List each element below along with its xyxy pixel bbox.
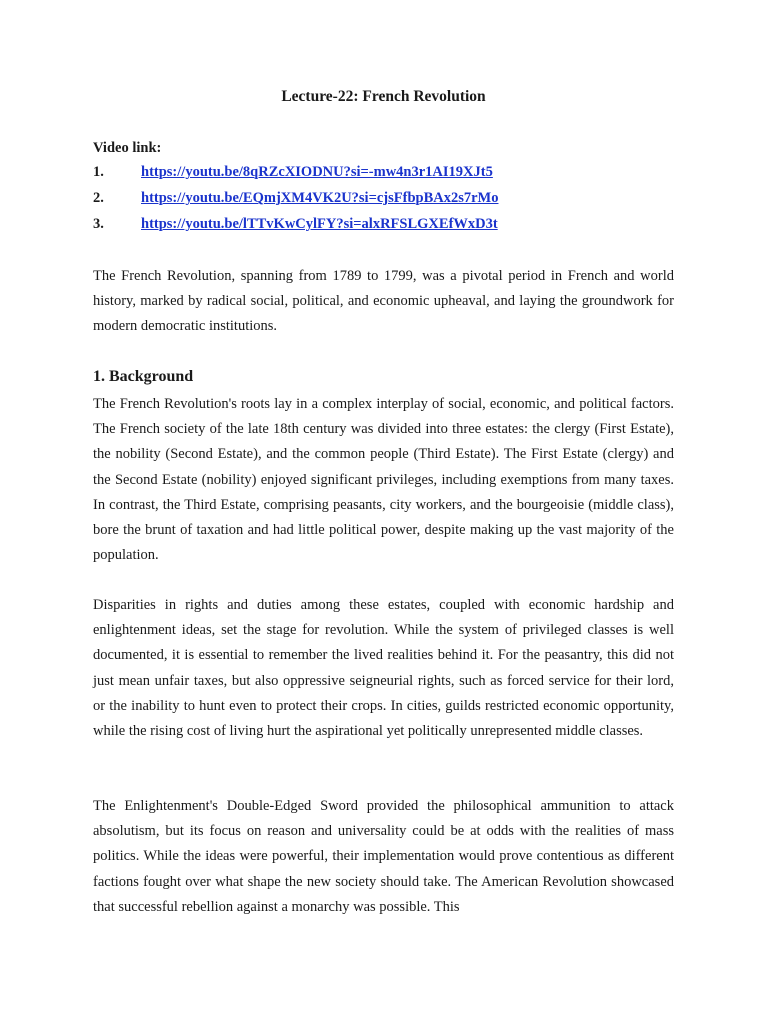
- background-paragraph-3: The Enlightenment's Double-Edged Sword provided the philosophical ammunition to attack absolutism, but its focus on reason and universality could be at odds with the realities of mass politics. While the ideas were powerful, their implementation would prove contentious as different factions fought over what shape the new society should take. The American Revolution showcased that successful rebellion against a monarchy was possible. This: [93, 798, 674, 915]
- video-link-label: Video link:: [93, 140, 162, 156]
- intro-paragraph: The French Revolution, spanning from 1789 to 1799, was a pivotal period in French and world history, marked by radical social, political, and economic upheaval, and laying the groundwork for modern democratic institutions.: [93, 268, 674, 335]
- background-paragraph-1: The French Revolution's roots lay in a complex interplay of social, economic, and political factors. The French society of the late 18th century was divided into three estates: the clergy (First Estate), the nobility (Second Estate), and the common people (Third Estate). The First Estate (clergy) and the Second Estate (nobility) enjoyed significant privileges, including exemptions from many taxes. In contrast, the Third Estate, comprising peasants, city workers, and the bourgeoisie (middle class), bore the brunt of taxation and had little political power, despite making up the vast majority of the population.: [93, 396, 674, 564]
- section-heading-background: 1. Background: [93, 368, 194, 385]
- video-link-1[interactable]: https://youtu.be/8qRZcXIODNU?si=-mw4n3r1AI19XJt5: [141, 164, 493, 180]
- background-paragraph-2: Disparities in rights and duties among these estates, coupled with economic hardship and enlightenment ideas, set the stage for revolution. While the system of privileged classes is well documented, it is essential to remember the lived realities behind it. For the peasantry, this did not just mean unfair taxes, but also oppressive seigneurial rights, such as forced service for their lord, or the inability to hunt even to protect their crops. In cities, guilds restricted economic opportunity, while the rising cost of living hurt the aspirational yet politically unrepresented middle classes.: [93, 597, 674, 740]
- list-item: [93, 189, 674, 215]
- list-number: 2.: [93, 190, 104, 206]
- list-number: 3.: [93, 216, 104, 232]
- video-link-2[interactable]: https://youtu.be/EQmjXM4VK2U?si=cjsFfbpBAx2s7rMo: [141, 190, 499, 206]
- video-link-list: [93, 163, 674, 241]
- video-link-3[interactable]: https://youtu.be/lTTvKwCylFY?si=alxRFSLGXEfWxD3t: [141, 216, 498, 232]
- list-number: 1.: [93, 164, 104, 180]
- document-title: Lecture-22: French Revolution: [281, 88, 486, 105]
- list-item: [93, 215, 674, 241]
- list-item: [93, 163, 674, 189]
